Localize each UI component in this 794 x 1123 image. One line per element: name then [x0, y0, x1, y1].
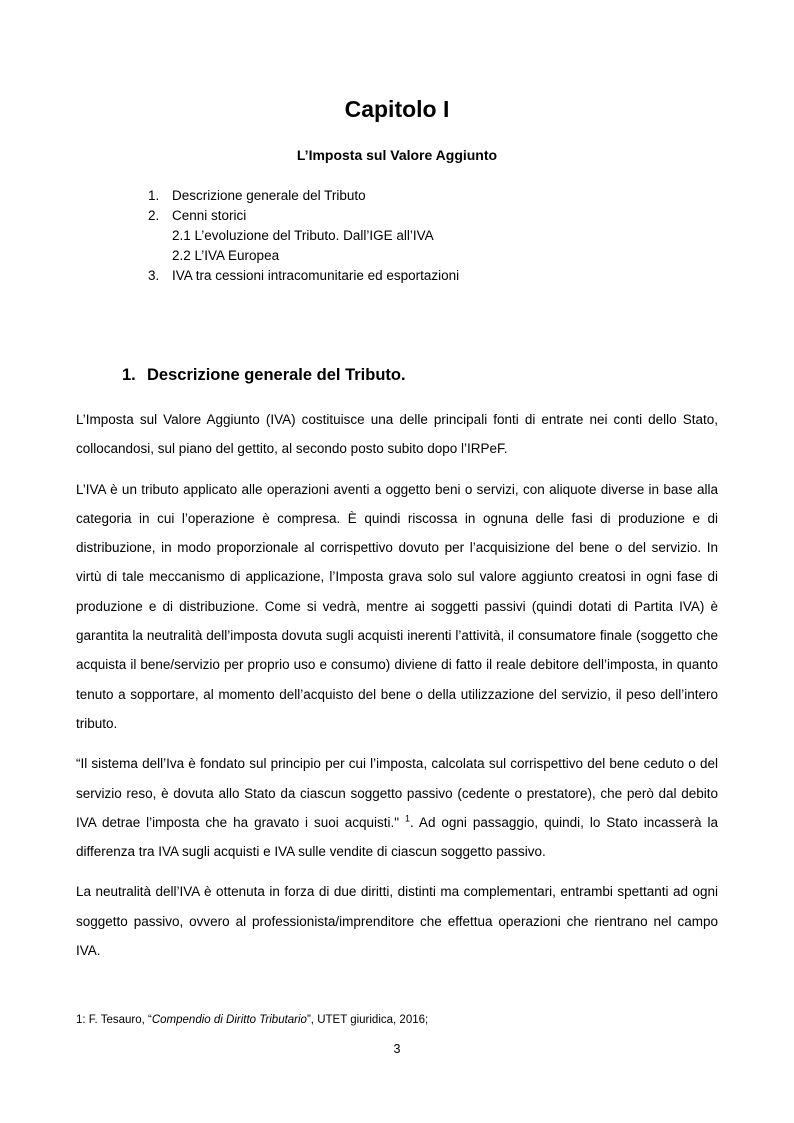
toc-item-number: 2.: [148, 208, 160, 223]
toc-item-label: IVA tra cessioni intracomunitarie ed esportazioni: [172, 268, 460, 283]
toc-item: [148, 206, 459, 226]
page-number: 3: [393, 1042, 401, 1056]
toc-item: [148, 266, 459, 286]
paragraph: La neutralità dell’IVA è ottenuta in forza di due diritti, distinti ma complementari, entrambi spettanti ad ogni soggetto passivo, ovvero al professionista/imprenditore che effettua operazioni che rientrano nel campo IVA.: [76, 884, 718, 959]
quote-text: “Il sistema dell’Iva è fondato sul principio per cui l’imposta, calcolata sul corrispettivo del bene ceduto o del servizio reso, è dovuta allo Stato da ciascun soggetto passivo (cedente o prestatore), che però dal debito IVA detrae l’imposta che ha gravato i suoi acquisti.": [76, 756, 718, 830]
paragraph: [76, 749, 718, 866]
body-text: [76, 405, 718, 976]
chapter-title: Capitolo I: [344, 96, 450, 122]
toc-item-label: Descrizione generale del Tributo: [172, 188, 366, 203]
chapter-subtitle: L’Imposta sul Valore Aggiunto: [296, 147, 498, 163]
toc-item-label: Cenni storici: [172, 208, 247, 223]
footnote-reference[interactable]: 1: [404, 813, 410, 824]
paragraph: L’Imposta sul Valore Aggiunto (IVA) costituisce una delle principali fonti di entrate nei conti dello Stato, collocandosi, sul piano del gettito, al secondo posto subito dopo l’IRPeF.: [76, 412, 718, 457]
paragraph-text: . Ad ogni passaggio, quindi, lo Stato incasserà la differenza tra IVA sugli acquisti e IVA sulle vendite di ciascun soggetto passivo.: [76, 814, 718, 860]
toc-item: [148, 186, 459, 206]
paragraph: L’IVA è un tributo applicato alle operazioni aventi a oggetto beni o servizi, con aliquote diverse in base alla categoria in cui l’operazione è compresa. È quindi riscossa in ognuna delle fasi di produzione e di distribuzione, in modo proporzionale al corrispettivo dovuto per l’acquisizione del bene o del servizio. In virtù di tale meccanismo di applicazione, l’Imposta grava solo sul valore aggiunto creatosi in ogni fase di produzione e di distribuzione. Come si vedrà, mentre ai soggetti passivi (quindi dotati di Partita IVA) è garantita la neutralità dell’imposta dovuta sugli acquisti inerenti l’attività, il consumatore finale (soggetto che acquista il bene/servizio per proprio uso e consumo) diviene di fatto il reale debitore dell’imposta, in quanto tenuto a sopportare, al momento dell’acquisto del bene o della utilizzazione del servizio, il peso dell’intero tributo.: [76, 481, 718, 731]
toc-subitem: 2.1 L’evoluzione del Tributo. Dall’IGE all’IVA: [172, 228, 434, 243]
toc-item-number: 3.: [148, 268, 160, 283]
section-heading: [122, 366, 406, 385]
footnote-prefix: 1: F. Tesauro, “: [76, 1014, 152, 1026]
footnote: [76, 1014, 428, 1026]
toc-item-number: 1.: [148, 188, 160, 203]
footnote-suffix: ”, UTET giuridica, 2016;: [306, 1014, 429, 1026]
toc-subitem: 2.2 L’IVA Europea: [172, 248, 280, 263]
footnote-work-title: Compendio di Diritto Tributario: [151, 1014, 307, 1026]
table-of-contents: [148, 186, 459, 286]
section-title: Descrizione generale del Tributo.: [147, 366, 406, 384]
section-number: 1.: [122, 366, 136, 384]
